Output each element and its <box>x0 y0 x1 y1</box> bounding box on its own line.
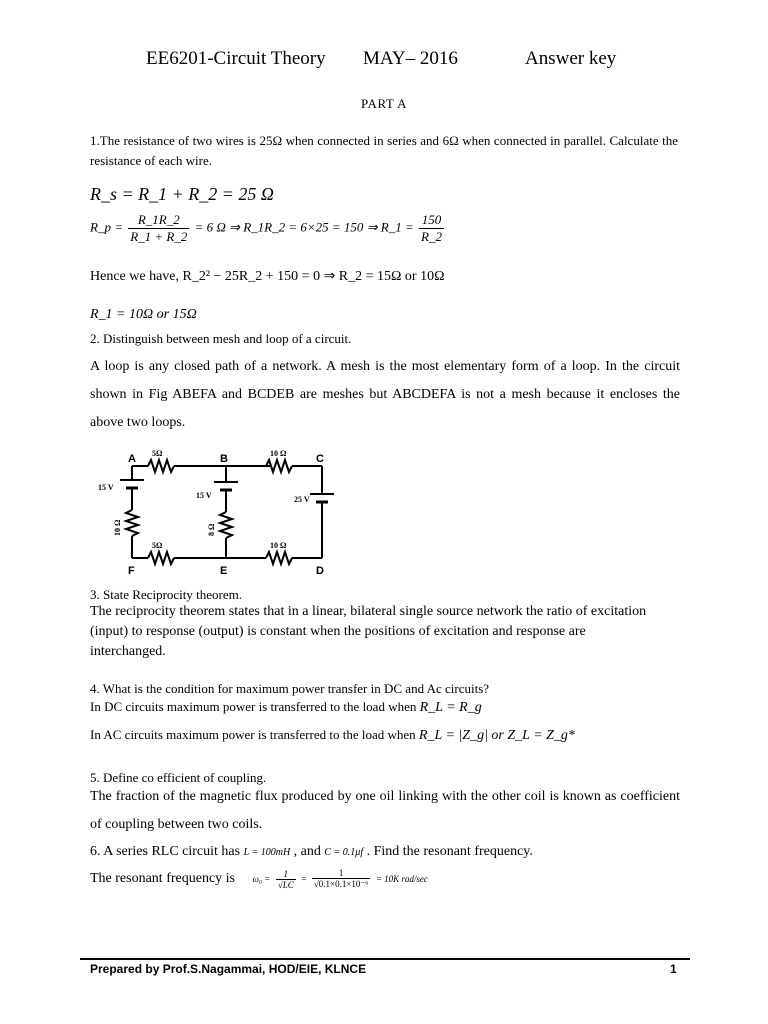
exam-date: MAY– 2016 <box>363 48 458 69</box>
q1-eq2-result-numerator: 150 <box>419 212 444 229</box>
q6-question-mid: , and <box>293 844 321 859</box>
q6-fraction-1 <box>276 869 296 890</box>
q1-equation-parallel <box>90 212 446 245</box>
q6-fraction-2 <box>312 868 370 890</box>
q6-question-pre: 6. A series RLC circuit has <box>90 844 241 859</box>
question-5: 5. Define co efficient of coupling. <box>90 770 267 785</box>
footer-rule <box>80 958 690 960</box>
q1-hence-line: Hence we have, R_2² − 25R_2 + 150 = 0 ⇒ R_2 = 15Ω or 10Ω <box>90 269 445 284</box>
q1-result: R_1 = 10Ω or 15Ω <box>90 307 197 322</box>
page-number: 1 <box>670 962 677 976</box>
part-heading: PART A <box>361 96 407 111</box>
q1-eq2-fraction <box>128 212 189 245</box>
q6-omega: ω₀ = <box>252 874 271 885</box>
label-r-ab: 5Ω <box>152 449 163 458</box>
label-r-af: 10 Ω <box>113 519 122 536</box>
q6-answer-pre: The resonant frequency is <box>90 871 235 887</box>
q6-result: = 10K rad/sec <box>375 874 428 885</box>
label-r-bc: 10 Ω <box>270 449 287 458</box>
footer-prepared-by: Prepared by Prof.S.Nagammai, HOD/EIE, KLNCE <box>90 962 367 976</box>
node-a: A <box>128 453 136 465</box>
node-c: C <box>316 453 324 465</box>
question-2: 2. Distinguish between mesh and loop of a circuit. <box>90 331 352 346</box>
answer-key-label: Answer key <box>525 48 617 69</box>
q1-equation-series: R_s = R_1 + R_2 = 25 Ω <box>90 184 274 204</box>
q6-fraction-2-denominator: √0.1×0.1×10⁻⁶ <box>313 879 369 889</box>
q1-eq2-mid: = 6 Ω ⇒ R_1R_2 = 6×25 = 150 ⇒ R_1 = <box>194 219 414 235</box>
q4-ac-line <box>90 727 575 744</box>
answer-5: The fraction of the magnetic flux produced by one oil linking with the other coil is known as coefficient of coupling between two coils. <box>90 789 680 832</box>
q4-dc-equation: R_L = R_g <box>419 700 482 715</box>
answer-2: A loop is any closed path of a network. A mesh is the most elementary form of a loop. In the circuit shown in Fig ABEFA and BCDEB are meshes but ABCDEFA is not a mesh because it encloses the above two loops. <box>90 359 680 430</box>
question-4: 4. What is the condition for maximum power transfer in DC and Ac circuits? <box>90 681 490 696</box>
q1-eq2-result-denominator: R_2 <box>421 229 442 244</box>
course-title: EE6201-Circuit Theory <box>146 48 326 69</box>
resistor-fe <box>148 552 174 564</box>
q1-eq2-left: R_p = <box>90 219 123 235</box>
circuit-diagram <box>90 440 350 580</box>
q6-capacitance: C = 0.1μf <box>324 847 364 858</box>
answer-3: The reciprocity theorem states that in a linear, bilateral single source network the ratio of excitation (input) to response (output) is constant when the positions of excitation and response are interchanged. <box>90 604 647 659</box>
label-r-fe: 5Ω <box>152 541 163 550</box>
resistor-af <box>126 510 138 536</box>
question-6 <box>90 844 533 860</box>
resistor-ab <box>148 460 174 472</box>
q6-fraction-1-numerator: 1 <box>276 869 296 880</box>
question-3: 3. State Reciprocity theorem. <box>90 587 242 602</box>
q1-eq2-denominator: R_1 + R_2 <box>130 229 188 244</box>
q4-dc-text: In DC circuits maximum power is transferred to the load when <box>90 699 417 714</box>
q6-inductance: L = 100mH <box>243 847 291 858</box>
label-v-mid: 15 V <box>196 491 212 500</box>
q4-ac-text: In AC circuits maximum power is transferred to the load when <box>90 727 416 742</box>
q4-dc-line <box>90 699 482 716</box>
q1-eq2-result-fraction <box>419 212 444 245</box>
resistor-be <box>220 512 232 538</box>
q1-eq2-numerator: R_1R_2 <box>128 212 189 229</box>
q6-fraction-2-numerator: 1 <box>312 868 370 879</box>
label-v-right: 25 V <box>294 495 310 504</box>
label-v-left: 15 V <box>98 483 114 492</box>
label-r-be: 8 Ω <box>207 523 216 536</box>
q6-question-post: . Find the resonant frequency. <box>366 844 533 859</box>
node-d: D <box>316 565 324 577</box>
q4-ac-equation: R_L = |Z_g| or Z_L = Z_g* <box>418 728 575 743</box>
node-f: F <box>128 565 135 577</box>
q6-answer-line <box>90 868 428 890</box>
q6-fraction-1-denominator: √LC <box>277 879 294 890</box>
q6-equals: = <box>301 874 307 885</box>
resistor-ed <box>266 552 292 564</box>
node-b: B <box>220 453 228 465</box>
question-1: 1.The resistance of two wires is 25Ω when connected in series and 6Ω when connected in parallel. Calculate the resistance of each wire. <box>90 133 678 168</box>
label-r-ed: 10 Ω <box>270 541 287 550</box>
node-e: E <box>220 565 228 577</box>
